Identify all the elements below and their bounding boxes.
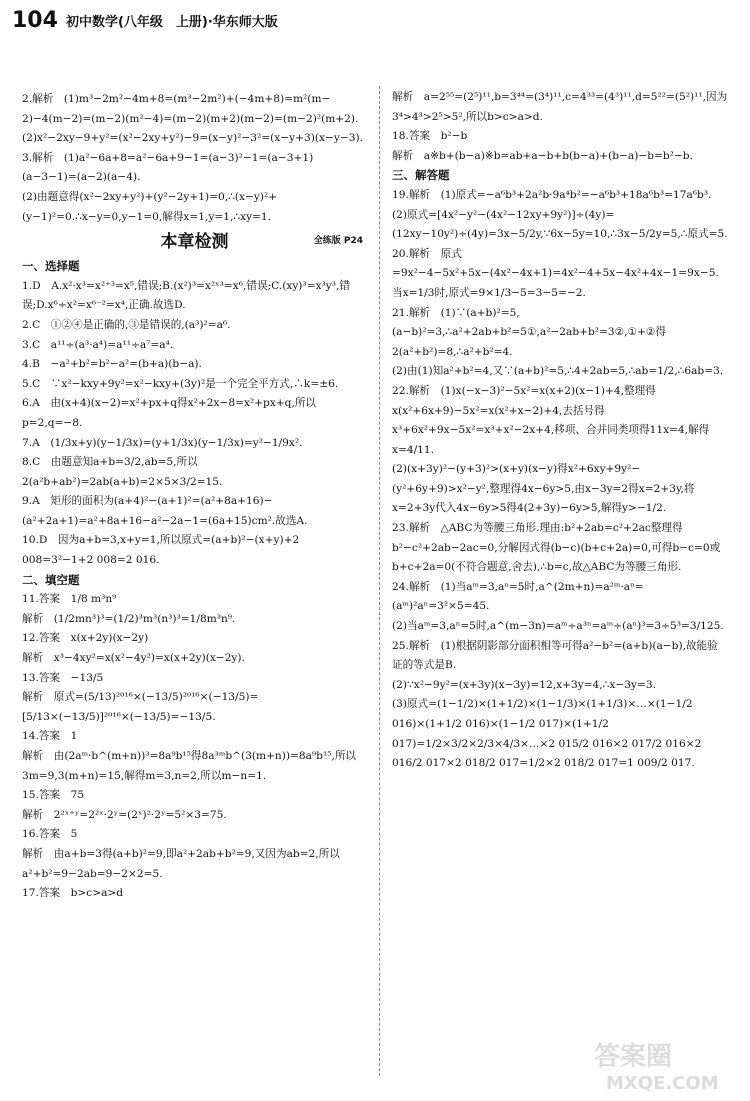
text-line: 23.解析 △ABC为等腰三角形.理由:b²+2ab=c²+2ac整理得b²−c²+2ab−2ac=0,分解因式得(b−c)(b+c+2a)=0,可得b−c=0或b+c+2a=0(不符合题意,舍去),∴b=c,故△ABC为等腰三角形. <box>392 522 721 574</box>
text-line: 19.解析 (1)原式=−a⁶b³+2a²b·9a⁴b²=−a⁶b³+18a⁶b³=17a⁶b³. <box>392 188 712 201</box>
text-line: 16.答案 5 <box>22 828 78 841</box>
text-line: (2)当aᵐ=3,aⁿ=5时,a^(m−3n)=aᵐ÷a³ⁿ=aᵐ÷(aⁿ)³=3÷5³=3/125. <box>392 620 724 633</box>
text-line: 2.解析 (1)m³−2m²−4m+8=(m³−2m²)+(−4m+8)=m²(m− <box>22 93 331 105</box>
text-line: 24.解析 (1)当aᵐ=3,aⁿ=5时,a^(2m+n)=a²ᵐ·aⁿ=(aᵐ)²aⁿ=3²×5=45. <box>392 580 644 613</box>
text-line: 18.答案 b²−b <box>392 130 468 143</box>
text-line: 8.C 由题意知a+b=3/2,ab=5,所以2(a²b+ab²)=2ab(a+b)=2×5×3/2=15. <box>22 456 223 488</box>
text-line: 3.解析 (1)a²−6a+8=a²−6a+9−1=(a−3)²−1=(a−3+1)(a−3−1)=(a−2)(a−4). <box>22 151 314 184</box>
left-column <box>22 90 367 904</box>
text-line: 解析 x³−4xy²=x(x²−4y²)=x(x+2y)(x−2y). <box>22 652 245 665</box>
watermark-url: MXQE.COM <box>606 1073 719 1094</box>
text-line: 9.A 矩形的面积为(a+4)²−(a+1)²=(a²+8a+16)−(a²+2a+1)=a²+8a+16−a²−2a−1=(6a+15)cm².故选A. <box>22 495 308 527</box>
page-header <box>12 4 278 36</box>
text-line: 17.答案 b>c>a>d <box>22 887 124 900</box>
page-number: 104 <box>12 7 58 33</box>
text-line: 当x=1/3时,原式=9×1/3−5=3−5=−2. <box>392 286 586 299</box>
column-divider <box>379 86 380 1076</box>
text-line: 20.解析 原式=9x²−4−5x²+5x−(4x²−4x+1)=4x²−4+5x−4x²+4x−1=9x−5. <box>392 247 719 280</box>
text-line: 2)−4(m−2)=(m−2)(m²−4)=(m−2)(m+2)(m−2)=(m−2)²(m+2). <box>22 112 359 125</box>
text-line: 2.C ①②④是正确的,③是错误的,(a³)²=a⁶. <box>22 318 231 331</box>
watermark-logo <box>586 1035 736 1095</box>
text-line: 4.B −a²+b²=b²−a²=(b+a)(b−a). <box>22 358 202 371</box>
section-heading: 二、填空题 <box>22 572 80 587</box>
text-line: (2)原式=[4x²−y²−(4x²−12xy+9y²)]÷(4y)=(12xy−10y²)÷(4y)=3x−5/2y,∵6x−5y=10,∴3x−5/2y=5,∴原式=5. <box>392 208 728 241</box>
text-line: 解析 (1/2mn³)³=(1/2)³m³(n³)³=1/8m³n⁹. <box>22 612 236 625</box>
text-line: 解析 由a+b=3得(a+b)²=9,即a²+2ab+b²=9,又因为ab=2,所以a²+b²=9−2ab=9−2×2=5. <box>22 847 340 880</box>
text-line: (3)原式=(1−1/2)×(1+1/2)×(1−1/3)×(1+1/3)×…×(1−1/2 016)×(1+1/2 016)×(1−1/2 017)×(1+1/2 017)=1/2×3/2×2/3×4/3×…×2 015/2 016×2 017/2 016×2 016/2 017×2 018/2 017=1/2×2 018/2 017=1 009/2 017. <box>392 698 702 770</box>
section-heading: 三、解答题 <box>392 168 450 183</box>
text-line: 6.A 由(x+4)(x−2)=x²+px+q得x²+2x−8=x²+px+q,所以p=2,q=−8. <box>22 397 317 429</box>
text-line: 3.C a¹¹÷(a³·a⁴)=a¹¹÷a⁷=a⁴. <box>22 338 174 351</box>
text-line: (2)x²−2xy−9+y²=(x²−2xy+y²)−9=(x−y)²−3²=(x−y+3)(x−y−3). <box>22 132 363 145</box>
text-line: 解析 2²ˣ⁺ʸ=2²ˣ·2ʸ=(2ˣ)²·2ʸ=5²×3=75. <box>22 808 227 821</box>
chapter-title-text: 本章检测 <box>160 232 229 253</box>
text-line: 15.答案 75 <box>22 789 85 802</box>
text-line: 解析 a※b+(b−a)※b=ab+a−b+b(b−a)+(b−a)−b=b²−b. <box>392 149 693 162</box>
text-line: (2)∵x²−9y²=(x+3y)(x−3y)=12,x+3y=4,∴x−3y=3. <box>392 678 656 691</box>
text-line: 14.答案 1 <box>22 730 78 743</box>
text-line: 1.D A.x²·x³=x²⁺³=x⁵,错误;B.(x²)³=x²ˣ³=x⁶,错误;C.(xy)³=x³y³,错误;D.x⁶÷x²=x⁶⁻²=x⁴,正确.故选D. <box>22 279 350 312</box>
text-line: 22.解析 (1)x(−x−3)²−5x²=x(x+2)(x−1)+4,整理得x(x²+6x+9)−5x²=x(x²+x−2)+4,去括号得x³+6x²+9x−5x²=x³+x²−2x+4,移项、合并同类项得11x=4,解得x=4/11. <box>392 384 710 456</box>
text-line: 25.解析 (1)根据阴影部分面积相等可得a²−b²=(a+b)(a−b),故能验证的等式是B. <box>392 639 718 672</box>
text-line: 21.解析 (1)∵(a+b)²=5,(a−b)²=3,∴a²+2ab+b²=5①,a²−2ab+b²=3②,①+②得2(a²+b²)=8,∴a²+b²=4. <box>392 306 666 358</box>
text-line: 10.D 因为a+b=3,x+y=1,所以原式=(a+b)²−(x+y)+2 008=3²−1+2 008=2 016. <box>22 534 300 567</box>
text-line: 12.答案 x(x+2y)(x−2y) <box>22 632 149 645</box>
book-title: 初中数学(八年级 上册)·华东师大版 <box>65 14 278 30</box>
text-line: 7.A (1/3x+y)(y−1/3x)=(y+1/3x)(y−1/3x)=y²−1/9x². <box>22 436 303 449</box>
watermark-text: 答案圈 <box>594 1042 673 1072</box>
text-line: 13.答案 −13/5 <box>22 671 104 684</box>
chapter-tag: 全练版 P24 <box>313 236 363 247</box>
text-line: 解析 原式=(5/13)²⁰¹⁶×(−13/5)²⁰¹⁶×(−13/5)=[5/13×(−13/5)]²⁰¹⁶×(−13/5)=−13/5. <box>22 691 259 723</box>
text-line: 解析 由(2aᵐ·b^(m+n))³=8a⁹b¹⁵得8a³ᵐb^(3(m+n))=8a⁹b¹⁵,所以3m=9,3(m+n)=15,解得m=3,n=2,所以m−n=1. <box>22 750 357 782</box>
right-column <box>392 88 728 774</box>
chapter-title <box>22 229 367 255</box>
text-line: 解析 a=2⁵⁵=(2⁵)¹¹,b=3⁴⁴=(3⁴)¹¹,c=4³³=(4³)¹¹,d=5²²=(5²)¹¹,因为3⁴>4³>2⁵>5²,所以b>c>a>d. <box>392 91 728 123</box>
text-line: 11.答案 1/8 m³n⁹ <box>22 593 117 606</box>
text-line: (2)(x+3y)²−(y+3)²>(x+y)(x−y)得x²+6xy+9y²−(y²+6y+9)>x²−y²,整理得4x−6y>5,由x−3y=2得x=2+3y,将x=2+3y代入4x−6y>5得4(2+3y)−6y>5,解得y>−1/2. <box>392 463 695 515</box>
text-line: 5.C ∵x²−kxy+9y²=x²−kxy+(3y)²是一个完全平方式,∴k=±6. <box>22 377 339 390</box>
section-heading: 一、选择题 <box>22 259 80 274</box>
text-line: (2)由(1)知a²+b²=4,又∵(a+b)²=5,∴4+2ab=5,∴ab=1/2,∴6ab=3. <box>392 365 724 378</box>
text-line: (2)由题意得(x²−2xy+y²)+(y²−2y+1)=0,∴(x−y)²+(y−1)²=0.∴x−y=0,y−1=0,解得x=1,y=1,∴xy=1. <box>22 190 278 223</box>
